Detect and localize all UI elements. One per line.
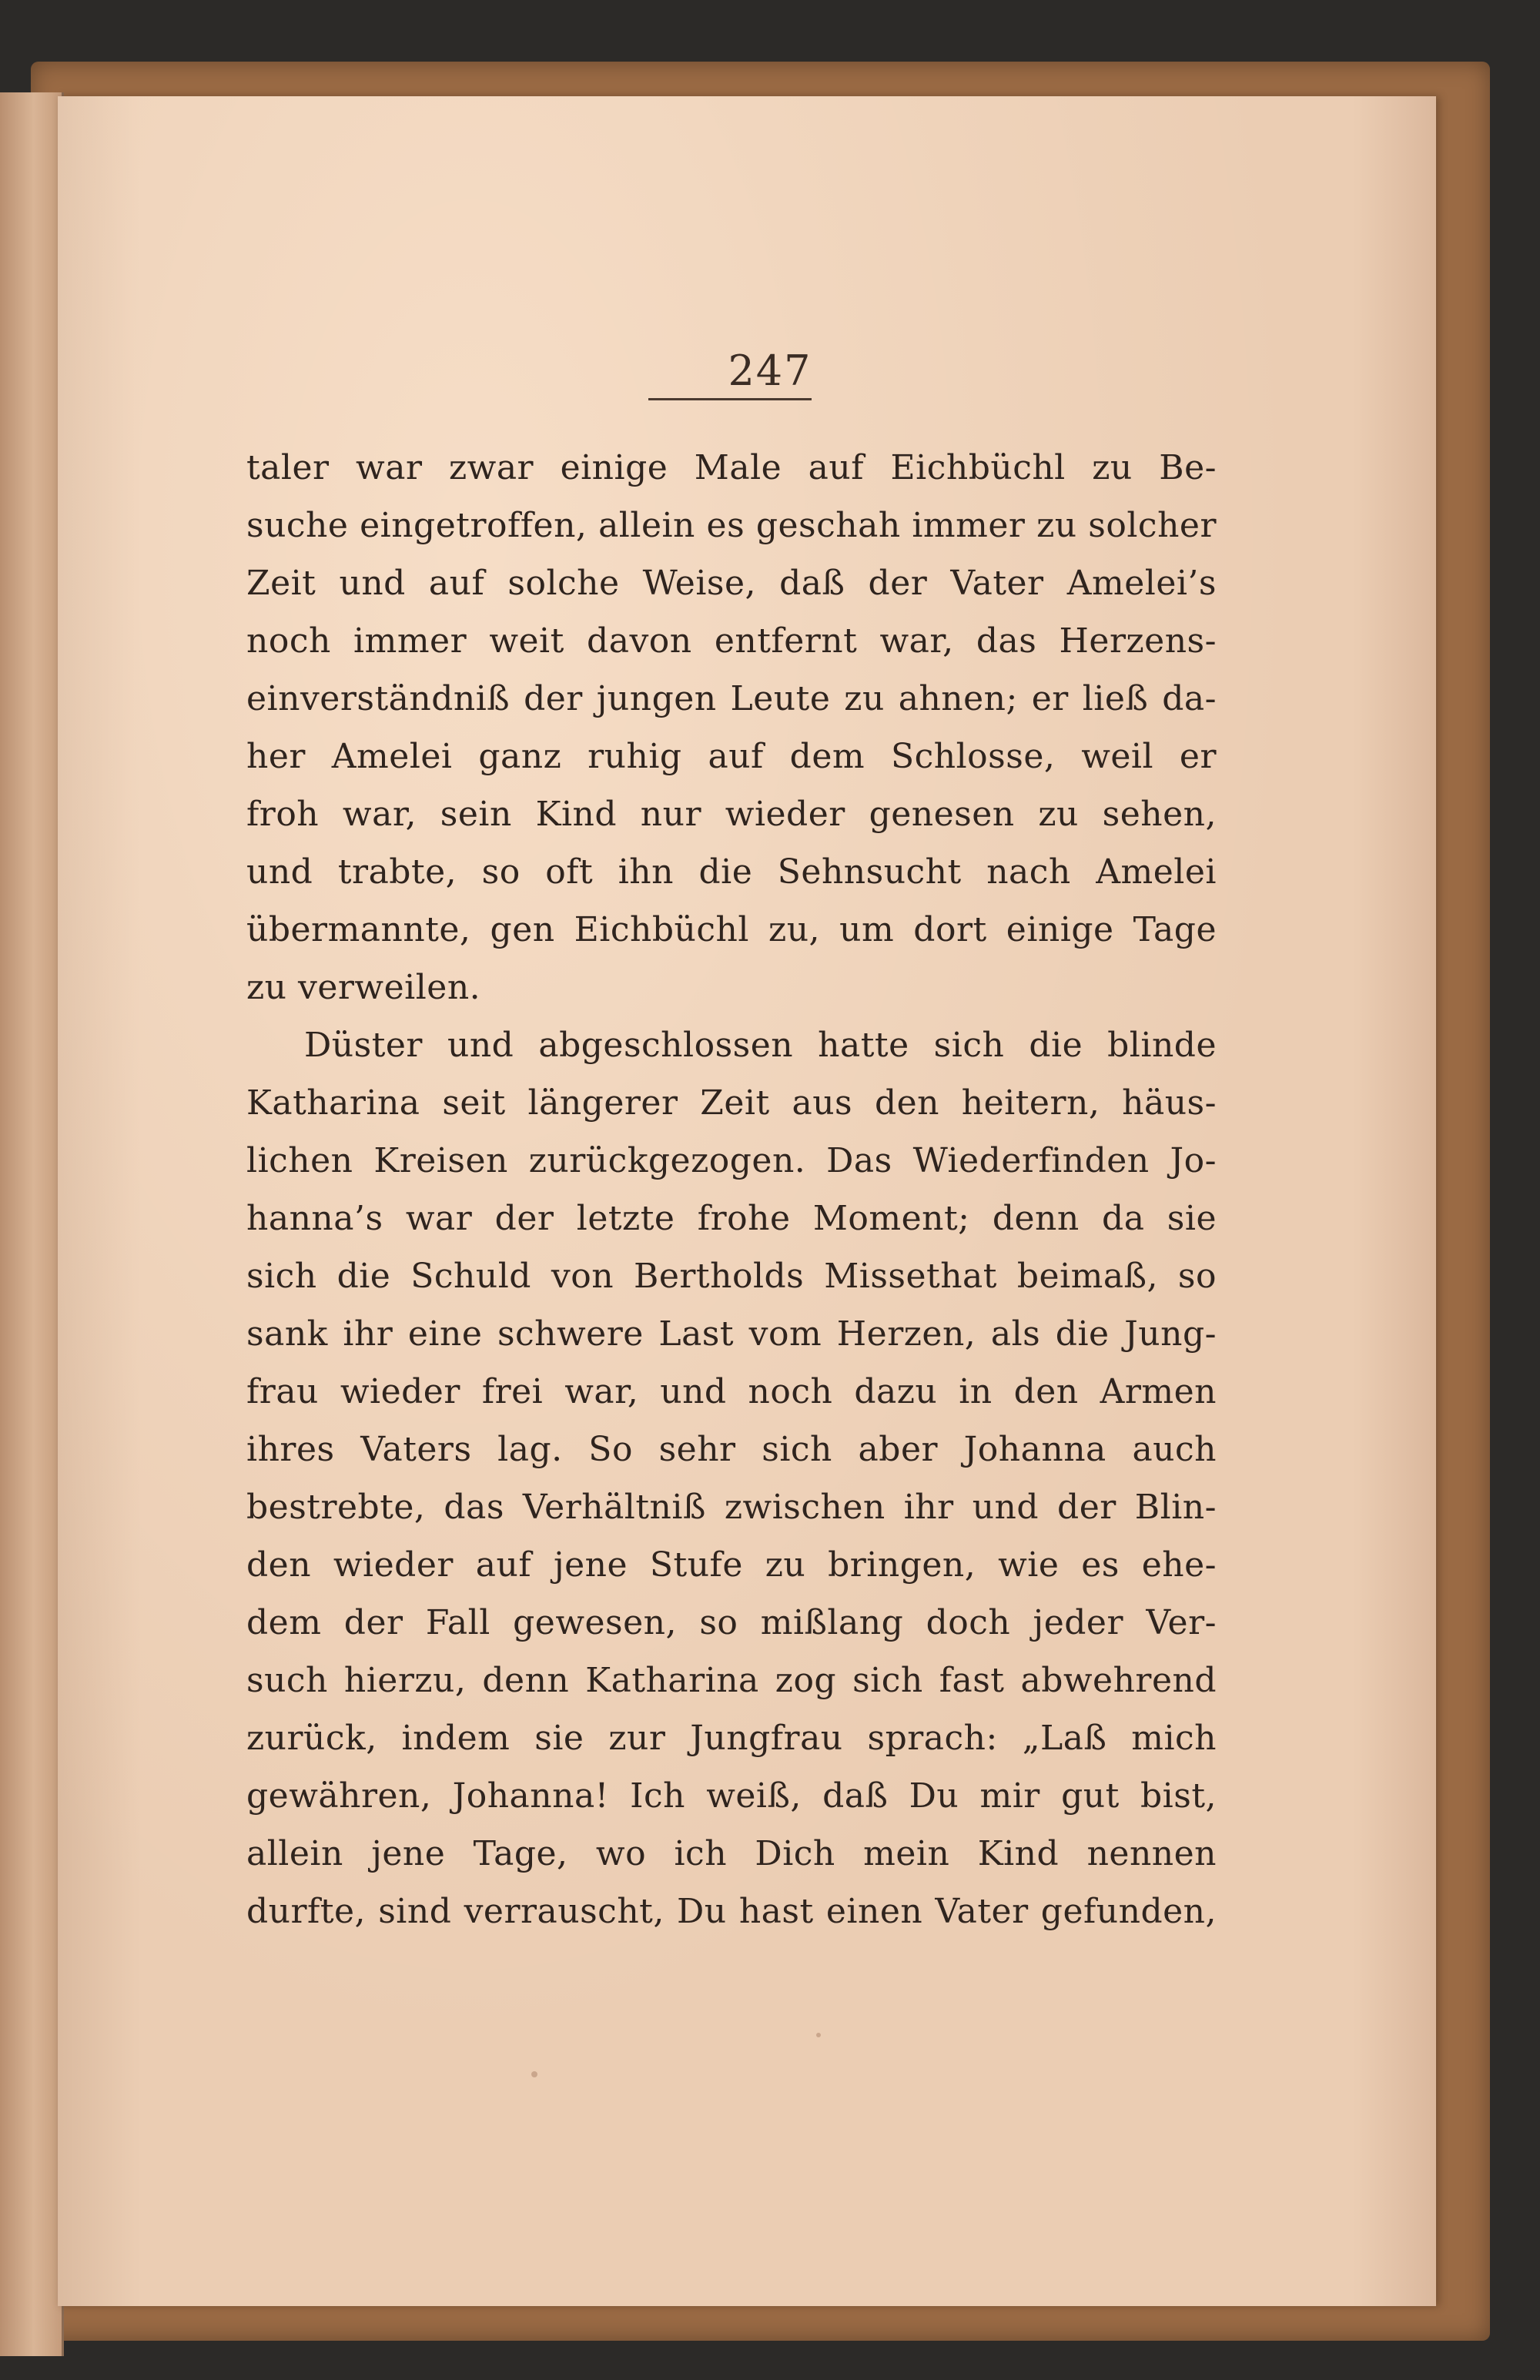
text-line: frau wieder frei war, und noch dazu in den Armen xyxy=(246,1372,1217,1411)
text-line: froh war, sein Kind nur wieder genesen zu sehen, xyxy=(246,795,1217,834)
text-line: her Amelei ganz ruhig auf dem Schlosse, weil er xyxy=(246,737,1217,776)
text-line: noch immer weit davon entfernt war, das Herzens- xyxy=(246,621,1217,661)
text-line: sich die Schuld von Bertholds Missethat beimaß, so xyxy=(246,1257,1217,1296)
text-line: durfte, sind verrauscht, Du hast einen Vater gefunden, xyxy=(246,1892,1217,1931)
text-line: und trabte, so oft ihn die Sehnsucht nach Amelei xyxy=(246,852,1217,892)
left-page-edge xyxy=(0,92,64,2356)
text-line: hanna’s war der letzte frohe Moment; denn da sie xyxy=(246,1199,1217,1238)
text-line: bestrebte, das Verhältniß zwischen ihr und der Blin- xyxy=(246,1488,1217,1527)
text-line: allein jene Tage, wo ich Dich mein Kind nennen xyxy=(246,1834,1217,1873)
text-line: such hierzu, denn Katharina zog sich fast abwehrend xyxy=(246,1661,1217,1700)
text-line: Zeit und auf solche Weise, daß der Vater Amelei’s xyxy=(246,564,1217,603)
text-line: Katharina seit längerer Zeit aus den heitern, häus- xyxy=(246,1083,1217,1123)
text-line: einverständniß der jungen Leute zu ahnen; er ließ da- xyxy=(246,679,1217,718)
text-line: taler war zwar einige Male auf Eichbüchl zu Be- xyxy=(246,448,1217,487)
text-line: ihres Vaters lag. So sehr sich aber Johanna auch xyxy=(246,1430,1217,1469)
body-text xyxy=(246,439,1217,1940)
page-number-rule xyxy=(648,398,812,400)
text-line: übermannte, gen Eichbüchl zu, um dort einige Tage xyxy=(246,910,1217,949)
page-number: 247 xyxy=(728,346,812,395)
text-line: suche eingetroffen, allein es geschah immer zu solcher xyxy=(246,506,1217,545)
text-line: dem der Fall gewesen, so mißlang doch jeder Ver- xyxy=(246,1603,1217,1642)
text-line: gewähren, Johanna! Ich weiß, daß Du mir gut bist, xyxy=(246,1776,1217,1816)
text-line: lichen Kreisen zurückgezogen. Das Wiederfinden Jo- xyxy=(246,1141,1217,1180)
text-line: zu verweilen. xyxy=(246,968,481,1007)
paper-stain xyxy=(531,2071,537,2077)
paper-stain xyxy=(816,2033,821,2037)
text-line: sank ihr eine schwere Last vom Herzen, als die Jung- xyxy=(246,1314,1217,1354)
text-line: zurück, indem sie zur Jungfrau sprach: „Laß mich xyxy=(246,1719,1217,1758)
paragraph-start-line: Düster und abgeschlossen hatte sich die blinde xyxy=(304,1026,1217,1065)
text-line: den wieder auf jene Stufe zu bringen, wie es ehe- xyxy=(246,1545,1217,1585)
